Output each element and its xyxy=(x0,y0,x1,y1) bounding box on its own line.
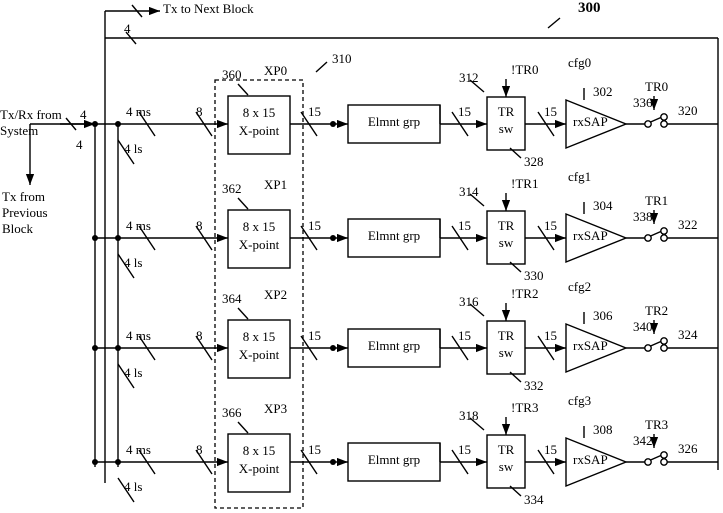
row-1-in-width: 8 xyxy=(196,218,203,233)
row-3-elmnt-grp[interactable]: Elmnt grp xyxy=(367,452,421,467)
row-1-tr-label: TR1 xyxy=(645,193,669,208)
row-3-cfg-label: cfg3 xyxy=(568,393,592,408)
row-2-port-ref: 324 xyxy=(678,327,698,342)
tx-rx-system-label-line1: Tx/Rx from xyxy=(0,107,62,122)
row-3-trsw-line2[interactable]: sw xyxy=(498,459,514,474)
row-3-tr-label: TR3 xyxy=(645,417,669,432)
row-0-trsw-line2[interactable]: sw xyxy=(498,121,514,136)
row-3-trsw-bottom-ref: 334 xyxy=(524,492,544,507)
row-0-ms-label: 4 ms xyxy=(126,104,151,119)
row-1-trsw-ref: 314 xyxy=(459,184,479,199)
row-3-xpoint-ref: 366 xyxy=(222,405,242,420)
row-2-trsw-out-width: 15 xyxy=(544,328,557,343)
row-2-xpoint-out-width: 15 xyxy=(308,328,321,343)
row-1-amp-ref: 304 xyxy=(593,198,613,213)
row-1-port-ref: 322 xyxy=(678,217,698,232)
tx-prev-block-line2: Previous xyxy=(2,205,48,220)
row-1-cfg-label: cfg1 xyxy=(568,169,592,184)
row-2-tr-ref: 340 xyxy=(633,319,653,334)
row-3-xpoint-name: XP3 xyxy=(264,401,288,416)
row-1-xpoint-ref: 362 xyxy=(222,181,242,196)
row-0-amp-ref: 302 xyxy=(593,84,613,99)
row-0-xpoint-line1[interactable]: 8 x 15 xyxy=(242,105,276,120)
row-1-trsw-in-width: 15 xyxy=(458,218,471,233)
row-1-xpoint-name: XP1 xyxy=(264,177,288,192)
row-0-elmnt-grp[interactable]: Elmnt grp xyxy=(367,114,421,129)
row-1-xpoint-line2[interactable]: X-point xyxy=(238,237,280,252)
row-0-trsw-ctrl: !TR0 xyxy=(511,62,539,77)
row-0-xpoint-ref: 360 xyxy=(222,67,242,82)
tx-prev-block-line3: Block xyxy=(2,221,34,236)
row-0-port-ref: 320 xyxy=(678,103,698,118)
row-2-trsw-ctrl: !TR2 xyxy=(511,286,539,301)
row-1-tr-ref: 338 xyxy=(633,209,653,224)
row-1-amp-label[interactable]: rxSAP xyxy=(573,228,608,243)
row-0-trsw-line1[interactable]: TR xyxy=(497,104,515,119)
row-3-trsw-ref: 318 xyxy=(459,408,479,423)
row-3-amp-ref: 308 xyxy=(593,422,613,437)
bus-width-lower: 4 xyxy=(76,137,83,152)
row-0-ls-label: 4 ls xyxy=(124,141,143,156)
row-2-xpoint-line1[interactable]: 8 x 15 xyxy=(242,329,276,344)
figure-ref-300: 300 xyxy=(578,0,601,16)
row-2-cfg-label: cfg2 xyxy=(568,279,592,294)
row-2-tr-label: TR2 xyxy=(645,303,669,318)
row-3-port-ref: 326 xyxy=(678,441,698,456)
row-0-amp-label[interactable]: rxSAP xyxy=(573,114,608,129)
row-1-ms-label: 4 ms xyxy=(126,218,151,233)
row-3-xpoint-line2[interactable]: X-point xyxy=(238,461,280,476)
row-0-tr-label: TR0 xyxy=(645,79,669,94)
row-3-ms-label: 4 ms xyxy=(126,442,151,457)
row-2-ms-label: 4 ms xyxy=(126,328,151,343)
row-0-trsw-bottom-ref: 328 xyxy=(524,154,544,169)
row-3-ls-label: 4 ls xyxy=(124,479,143,494)
row-3-tr-ref: 342 xyxy=(633,433,653,448)
row-0-trsw-out-width: 15 xyxy=(544,104,557,119)
figure-ref-310: 310 xyxy=(332,51,352,66)
bus-width-top: 4 xyxy=(124,21,131,36)
row-3-trsw-ctrl: !TR3 xyxy=(511,400,539,415)
row-1-ls-label: 4 ls xyxy=(124,255,143,270)
row-1-elmnt-grp[interactable]: Elmnt grp xyxy=(367,228,421,243)
row-2-amp-label[interactable]: rxSAP xyxy=(573,338,608,353)
row-2-ls-label: 4 ls xyxy=(124,365,143,380)
bus-width-system: 4 xyxy=(80,107,87,122)
row-1-trsw-out-width: 15 xyxy=(544,218,557,233)
tx-rx-system-label-line2: System xyxy=(0,123,39,138)
row-2-trsw-ref: 316 xyxy=(459,294,479,309)
row-3-in-width: 8 xyxy=(196,442,203,457)
row-3-xpoint-line1[interactable]: 8 x 15 xyxy=(242,443,276,458)
row-0-tr-ref: 336 xyxy=(633,95,653,110)
tx-prev-block-line1: Tx from xyxy=(2,189,45,204)
row-2-trsw-in-width: 15 xyxy=(458,328,471,343)
row-1-trsw-ctrl: !TR1 xyxy=(511,176,539,191)
row-2-trsw-bottom-ref: 332 xyxy=(524,378,544,393)
row-2-in-width: 8 xyxy=(196,328,203,343)
row-0-xpoint-out-width: 15 xyxy=(308,104,321,119)
row-1-trsw-line1[interactable]: TR xyxy=(497,218,515,233)
row-1-trsw-bottom-ref: 330 xyxy=(524,268,544,283)
row-0-xpoint-line2[interactable]: X-point xyxy=(238,123,280,138)
row-0-in-width: 8 xyxy=(196,104,203,119)
row-2-trsw-line2[interactable]: sw xyxy=(498,345,514,360)
row-0-cfg-label: cfg0 xyxy=(568,55,592,70)
row-3-amp-label[interactable]: rxSAP xyxy=(573,452,608,467)
row-1-xpoint-line1[interactable]: 8 x 15 xyxy=(242,219,276,234)
row-2-xpoint-name: XP2 xyxy=(264,287,288,302)
row-1-trsw-line2[interactable]: sw xyxy=(498,235,514,250)
row-0-trsw-in-width: 15 xyxy=(458,104,471,119)
row-1-xpoint-out-width: 15 xyxy=(308,218,321,233)
tx-to-next-block-label: Tx to Next Block xyxy=(163,1,254,16)
row-2-xpoint-line2[interactable]: X-point xyxy=(238,347,280,362)
row-3-xpoint-out-width: 15 xyxy=(308,442,321,457)
row-2-trsw-line1[interactable]: TR xyxy=(497,328,515,343)
row-3-trsw-line1[interactable]: TR xyxy=(497,442,515,457)
row-3-trsw-in-width: 15 xyxy=(458,442,471,457)
row-0-xpoint-name: XP0 xyxy=(264,63,288,78)
row-2-xpoint-ref: 364 xyxy=(222,291,242,306)
row-2-amp-ref: 306 xyxy=(593,308,613,323)
row-0-trsw-ref: 312 xyxy=(459,70,479,85)
row-3-trsw-out-width: 15 xyxy=(544,442,557,457)
row-2-elmnt-grp[interactable]: Elmnt grp xyxy=(367,338,421,353)
